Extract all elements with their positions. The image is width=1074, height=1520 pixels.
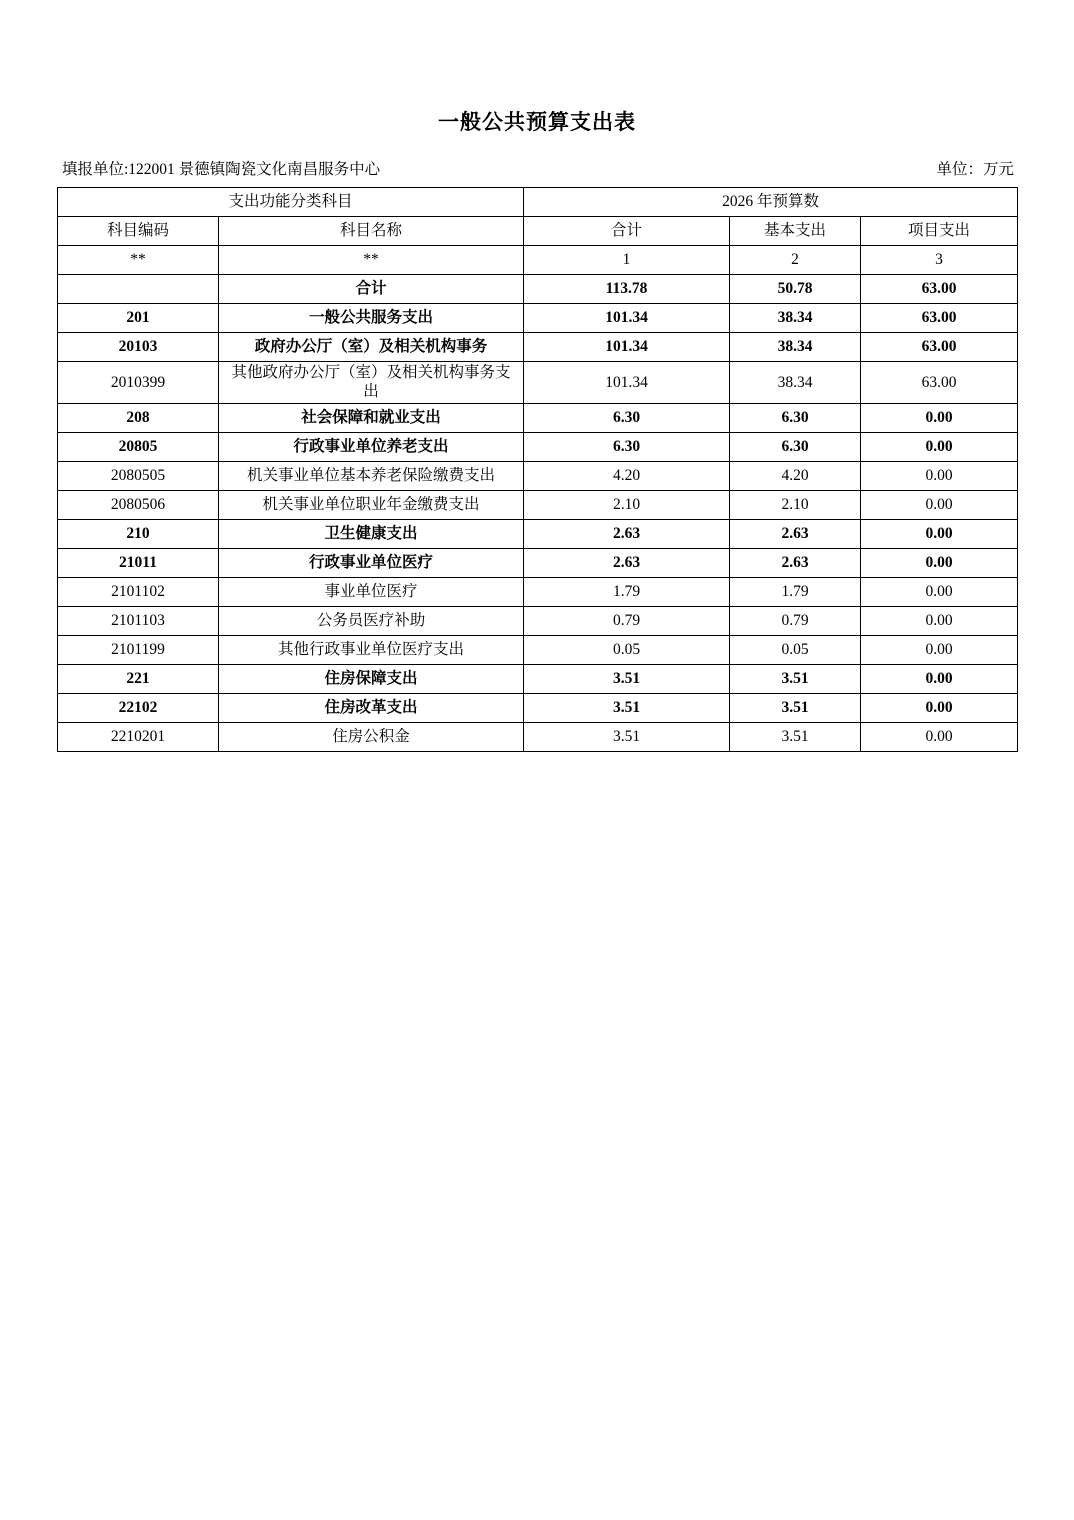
table-row (58, 519, 1018, 548)
index-cell: ** (219, 246, 524, 275)
index-cell: 1 (524, 246, 730, 275)
cell-project: 0.00 (861, 519, 1018, 548)
table-row (58, 304, 1018, 333)
cell-basic: 2.63 (730, 548, 861, 577)
table-row (58, 403, 1018, 432)
cell-name: 政府办公厅（室）及相关机构事务 (219, 333, 524, 362)
cell-name: 卫生健康支出 (219, 519, 524, 548)
table-row (58, 722, 1018, 751)
cell-name: 行政事业单位养老支出 (219, 432, 524, 461)
cell-code: 2080505 (58, 461, 219, 490)
meta-line (62, 157, 1014, 179)
cell-code: 20103 (58, 333, 219, 362)
cell-basic: 50.78 (730, 275, 861, 304)
cell-basic: 1.79 (730, 577, 861, 606)
cell-code: 2010399 (58, 362, 219, 404)
table-row (58, 664, 1018, 693)
report-unit-label: 填报单位:122001 景德镇陶瓷文化南昌服务中心 (62, 161, 381, 178)
table-row (58, 461, 1018, 490)
cell-project: 0.00 (861, 606, 1018, 635)
cell-project: 0.00 (861, 722, 1018, 751)
cell-total: 6.30 (524, 432, 730, 461)
cell-total: 3.51 (524, 722, 730, 751)
index-cell: 3 (861, 246, 1018, 275)
cell-total: 113.78 (524, 275, 730, 304)
table-row (58, 577, 1018, 606)
table-row (58, 490, 1018, 519)
cell-project: 0.00 (861, 664, 1018, 693)
cell-code (58, 275, 219, 304)
cell-basic: 0.79 (730, 606, 861, 635)
cell-project: 63.00 (861, 304, 1018, 333)
cell-basic: 38.34 (730, 304, 861, 333)
cell-code: 210 (58, 519, 219, 548)
cell-total: 101.34 (524, 333, 730, 362)
header-project-expenditure: 项目支出 (861, 217, 1018, 246)
cell-name: 住房公积金 (219, 722, 524, 751)
table-row (58, 606, 1018, 635)
cell-name: 合计 (219, 275, 524, 304)
cell-basic: 3.51 (730, 664, 861, 693)
cell-code: 221 (58, 664, 219, 693)
cell-name: 住房保障支出 (219, 664, 524, 693)
cell-project: 0.00 (861, 403, 1018, 432)
header-budget-year: 2026 年预算数 (524, 188, 1018, 217)
cell-total: 101.34 (524, 304, 730, 333)
cell-total: 3.51 (524, 693, 730, 722)
cell-code: 2101102 (58, 577, 219, 606)
table-row (58, 548, 1018, 577)
table-header (58, 188, 1018, 275)
cell-code: 2210201 (58, 722, 219, 751)
cell-total: 0.79 (524, 606, 730, 635)
cell-basic: 4.20 (730, 461, 861, 490)
index-cell: 2 (730, 246, 861, 275)
page-title: 一般公共预算支出表 (438, 110, 636, 134)
table-row (58, 333, 1018, 362)
cell-name: 行政事业单位医疗 (219, 548, 524, 577)
cell-basic: 2.10 (730, 490, 861, 519)
table-row (58, 635, 1018, 664)
cell-name: 住房改革支出 (219, 693, 524, 722)
cell-code: 2101103 (58, 606, 219, 635)
cell-basic: 3.51 (730, 722, 861, 751)
cell-project: 0.00 (861, 490, 1018, 519)
table-row (58, 432, 1018, 461)
cell-total: 4.20 (524, 461, 730, 490)
cell-code: 21011 (58, 548, 219, 577)
cell-name: 机关事业单位职业年金缴费支出 (219, 490, 524, 519)
cell-project: 0.00 (861, 432, 1018, 461)
cell-code: 2101199 (58, 635, 219, 664)
header-total: 合计 (524, 217, 730, 246)
cell-code: 201 (58, 304, 219, 333)
cell-total: 0.05 (524, 635, 730, 664)
cell-basic: 38.34 (730, 333, 861, 362)
cell-project: 0.00 (861, 693, 1018, 722)
cell-project: 63.00 (861, 275, 1018, 304)
header-index-row (58, 246, 1018, 275)
header-functional-classification: 支出功能分类科目 (58, 188, 524, 217)
cell-basic: 6.30 (730, 403, 861, 432)
cell-code: 2080506 (58, 490, 219, 519)
cell-code: 20805 (58, 432, 219, 461)
cell-project: 0.00 (861, 635, 1018, 664)
table-row (58, 693, 1018, 722)
index-cell: ** (58, 246, 219, 275)
cell-code: 22102 (58, 693, 219, 722)
table-row (58, 362, 1018, 404)
cell-code: 208 (58, 403, 219, 432)
cell-name: 一般公共服务支出 (219, 304, 524, 333)
unit-label: 单位：万元 (936, 161, 1014, 178)
cell-name: 公务员医疗补助 (219, 606, 524, 635)
cell-project: 0.00 (861, 548, 1018, 577)
cell-basic: 6.30 (730, 432, 861, 461)
cell-basic: 2.63 (730, 519, 861, 548)
cell-name: 其他政府办公厅（室）及相关机构事务支出 (219, 362, 524, 404)
cell-basic: 3.51 (730, 693, 861, 722)
cell-total: 2.10 (524, 490, 730, 519)
budget-table (57, 187, 1018, 752)
header-subject-name: 科目名称 (219, 217, 524, 246)
cell-project: 0.00 (861, 577, 1018, 606)
table-row (58, 275, 1018, 304)
cell-total: 2.63 (524, 548, 730, 577)
header-basic-expenditure: 基本支出 (730, 217, 861, 246)
cell-name: 其他行政事业单位医疗支出 (219, 635, 524, 664)
cell-project: 0.00 (861, 461, 1018, 490)
cell-total: 2.63 (524, 519, 730, 548)
header-group-row (58, 188, 1018, 217)
cell-basic: 0.05 (730, 635, 861, 664)
header-subject-code: 科目编码 (58, 217, 219, 246)
header-columns-row (58, 217, 1018, 246)
table-body (58, 275, 1018, 752)
cell-name: 社会保障和就业支出 (219, 403, 524, 432)
cell-project: 63.00 (861, 362, 1018, 404)
cell-name: 机关事业单位基本养老保险缴费支出 (219, 461, 524, 490)
cell-project: 63.00 (861, 333, 1018, 362)
cell-total: 6.30 (524, 403, 730, 432)
cell-total: 101.34 (524, 362, 730, 404)
cell-name: 事业单位医疗 (219, 577, 524, 606)
cell-total: 3.51 (524, 664, 730, 693)
cell-total: 1.79 (524, 577, 730, 606)
cell-basic: 38.34 (730, 362, 861, 404)
